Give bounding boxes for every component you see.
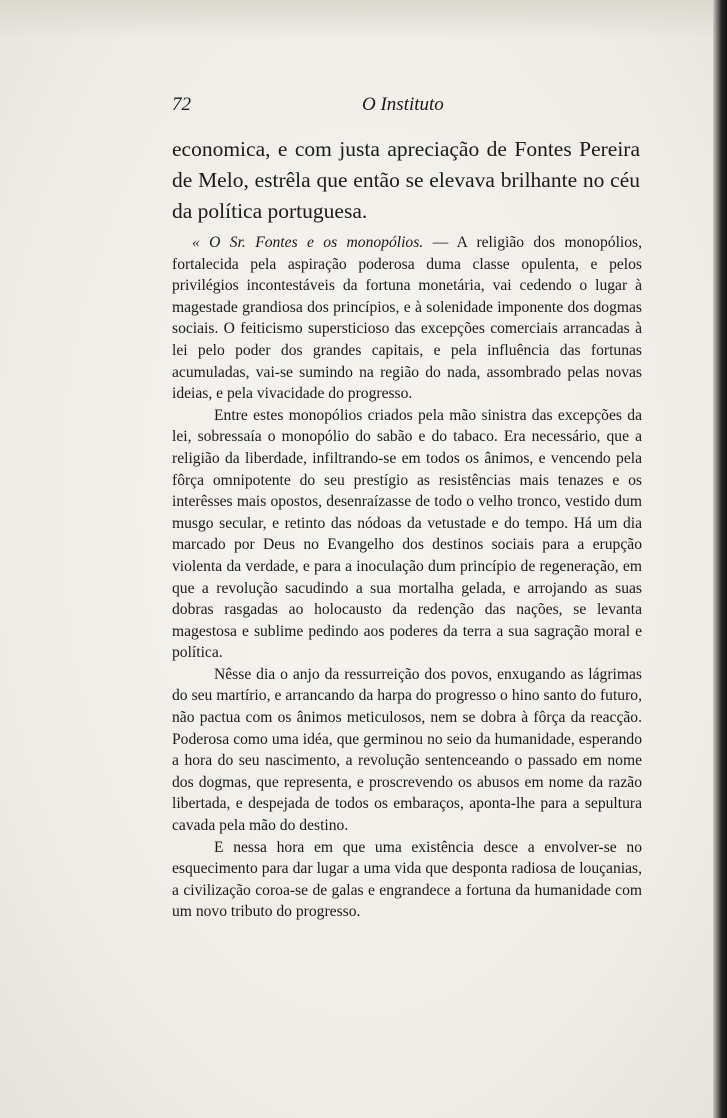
quoted-article	[172, 232, 642, 923]
quote-dash: —	[423, 234, 457, 251]
quote-paragraph-2: Entre estes monopólios criados pela mão sinistra das excepções da lei, sobressaía o monopólio do sabão e do tabaco. Era necessário, que a religião da liberdade, infiltrando-se em todos os ânimos, e vencendo pela fôrça omnipotente do seu prestígio as resistências mais tenazes e os interêsses mais opostos, desenraízasse de todo o velho tronco, vestido dum musgo secular, e retinto das nódoas da vetustade e do tempo. Há um dia marcado por Deus no Evangelho dos destinos sociais para a erupção violenta da verdade, e para a inoculação dum princípio de regeneração, em que a revolução sacudindo a sua mortalha gelada, e arrojando as suas dobras rasgadas ao holocausto da redenção das nações, se levanta magestosa e sublime pedindo aos poderes da terra a sua sagração moral e política.	[172, 406, 642, 662]
page-top-shadow	[0, 0, 727, 40]
quote-paragraph-1	[172, 232, 642, 405]
running-title: O Instituto	[362, 94, 444, 115]
lead-paragraph: economica, e com justa apreciação de Fontes Pereira de Melo, estrêla que então se elevava brilhante no céu da política portuguesa.	[172, 137, 640, 223]
page-header	[172, 94, 642, 118]
quote-paragraph-4: E nessa hora em que uma existência desce a envolver-se no esquecimento para dar lugar a uma vida que desponta radiosa de louçanias, a civilização coroa-se de galas e engrandece a fortuna da humanidade com um novo tributo do progresso.	[172, 838, 642, 921]
quote-paragraph-3: Nêsse dia o anjo da ressurreição dos povos, enxugando as lágrimas do seu martírio, e arrancando da harpa do progresso o hino santo do futuro, não pactua com os ânimos meticulosos, nem se dobra à fôrça da reacção. Poderosa como uma idéa, que germinou no seio da humanidade, esperando a hora do seu nascimento, a revolução sentenceando o passado em nome dos dogmas, que representa, e proscrevendo os abusos em nome da razão libertada, e despejada de todos os embaraços, aponta-lhe para a sepultura cavada pela mão do destino.	[172, 665, 642, 835]
quote-title: « O Sr. Fontes e os monopólios.	[192, 234, 424, 251]
page-number: 72	[172, 94, 191, 115]
quote-paragraph-1-text: A religião dos monopólios, fortalecida pela aspiração poderosa duma classe opulenta, e pelos privilégios incontestáveis da fortuna monetária, vai cedendo o lugar à magestade grandiosa dos princípios, e à solenidade imponente dos dogmas sociais. O feiticismo supersticioso das excepções comerciais arrancadas à lei pelo poder dos grandes capitais, e pela influência das fortunas acumuladas, vai-se sumindo na região do nada, assombrado pelas novas ideias, e pela vivacidade do progresso.	[172, 234, 643, 403]
page-right-edge	[713, 0, 727, 1118]
